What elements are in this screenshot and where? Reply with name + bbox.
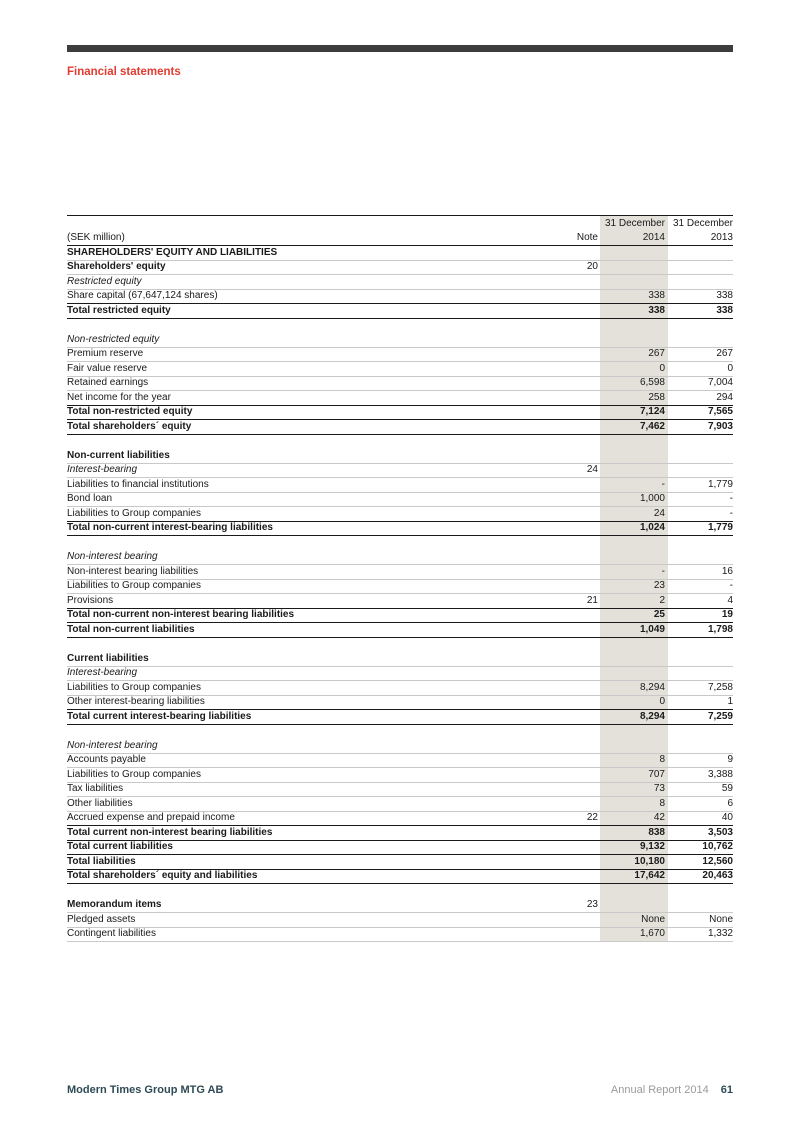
row-value-2014: 8 [600, 797, 668, 812]
row-value-2013: 7,903 [668, 420, 733, 435]
row-value-2013: 7,259 [668, 710, 733, 725]
row-value-2014: 1,049 [600, 623, 668, 638]
table-row [67, 347, 733, 362]
table-row [67, 376, 733, 391]
row-value-2013: 3,388 [668, 768, 733, 783]
spacer-row [67, 434, 733, 449]
table-row [67, 840, 733, 855]
row-note [560, 391, 600, 406]
row-note [560, 478, 600, 493]
table-row [67, 565, 733, 580]
table-row [67, 739, 733, 754]
row-label [67, 637, 560, 652]
row-value-2014: 267 [600, 347, 668, 362]
row-label: Total current non-interest bearing liabilities [67, 826, 560, 841]
row-note [560, 724, 600, 739]
row-value-2014: 25 [600, 608, 668, 623]
row-label: Liabilities to financial institutions [67, 478, 560, 493]
table-row [67, 826, 733, 841]
row-value-2013: 1 [668, 695, 733, 710]
row-note [560, 318, 600, 333]
row-value-2013: 1,332 [668, 927, 733, 942]
row-value-2014: 17,642 [600, 869, 668, 884]
row-note [560, 405, 600, 420]
table-row [67, 681, 733, 696]
row-value-2013 [668, 318, 733, 333]
row-value-2014: 1,670 [600, 927, 668, 942]
row-note [560, 492, 600, 507]
row-label: Interest-bearing [67, 463, 560, 478]
row-value-2014: 73 [600, 782, 668, 797]
spacer-row [67, 637, 733, 652]
row-label: Provisions [67, 594, 560, 609]
row-value-2013 [668, 463, 733, 478]
row-value-2013 [668, 637, 733, 652]
row-value-2013: 1,798 [668, 623, 733, 638]
row-label: Accrued expense and prepaid income [67, 811, 560, 826]
row-note [560, 521, 600, 536]
row-value-2014 [600, 652, 668, 667]
row-note [560, 347, 600, 362]
table-row [67, 623, 733, 638]
row-label: Accounts payable [67, 753, 560, 768]
row-value-2013: 0 [668, 362, 733, 377]
row-value-2014: 1,000 [600, 492, 668, 507]
row-value-2014: - [600, 478, 668, 493]
table-row [67, 710, 733, 725]
row-value-2014 [600, 550, 668, 565]
row-value-2014 [600, 739, 668, 754]
row-value-2014: 258 [600, 391, 668, 406]
row-value-2013: 6 [668, 797, 733, 812]
row-value-2013 [668, 550, 733, 565]
table-row [67, 927, 733, 942]
row-value-2013 [668, 449, 733, 464]
row-note [560, 913, 600, 928]
table-row [67, 478, 733, 493]
row-value-2014: 8,294 [600, 710, 668, 725]
table-row [67, 652, 733, 667]
row-label: Memorandum items [67, 898, 560, 913]
table-row [67, 463, 733, 478]
table-row [67, 362, 733, 377]
row-note [560, 507, 600, 522]
row-value-2013: 16 [668, 565, 733, 580]
row-value-2013: 267 [668, 347, 733, 362]
row-value-2014: 42 [600, 811, 668, 826]
row-value-2014: 7,462 [600, 420, 668, 435]
row-value-2013: 7,565 [668, 405, 733, 420]
row-value-2014 [600, 449, 668, 464]
table-row [67, 260, 733, 275]
row-note [560, 768, 600, 783]
row-value-2013 [668, 724, 733, 739]
row-note [560, 362, 600, 377]
row-note [560, 782, 600, 797]
row-value-2014 [600, 434, 668, 449]
row-value-2014: 8,294 [600, 681, 668, 696]
row-value-2013: 7,004 [668, 376, 733, 391]
row-note [560, 855, 600, 870]
footer-report-title: Annual Report 2014 [610, 1084, 709, 1096]
row-label: Non-interest bearing liabilities [67, 565, 560, 580]
row-note [560, 579, 600, 594]
row-label: Total current liabilities [67, 840, 560, 855]
period-label-2013: 31 December [672, 217, 733, 229]
row-value-2013: 59 [668, 782, 733, 797]
table-row [67, 391, 733, 406]
row-note [560, 275, 600, 290]
row-value-2014 [600, 666, 668, 681]
column-header-note: Note [560, 231, 600, 246]
row-value-2013 [668, 884, 733, 899]
table-row [67, 405, 733, 420]
row-value-2013: 7,258 [668, 681, 733, 696]
row-value-2014 [600, 275, 668, 290]
row-label: Share capital (67,647,124 shares) [67, 289, 560, 304]
row-label: Total current interest-bearing liabilities [67, 710, 560, 725]
period-header-spacer [67, 216, 560, 231]
row-value-2014: 10,180 [600, 855, 668, 870]
row-label: Contingent liabilities [67, 927, 560, 942]
row-note [560, 376, 600, 391]
row-label [67, 884, 560, 899]
row-value-2014: 24 [600, 507, 668, 522]
page-footer [67, 1084, 733, 1096]
row-label: Current liabilities [67, 652, 560, 667]
row-value-2013 [668, 536, 733, 551]
row-note [560, 246, 600, 261]
row-note [560, 884, 600, 899]
row-value-2013 [668, 739, 733, 754]
table-row [67, 304, 733, 319]
column-header-row [67, 231, 733, 246]
row-value-2013 [668, 246, 733, 261]
row-label: Non-interest bearing [67, 739, 560, 754]
row-value-2013 [668, 652, 733, 667]
table-row [67, 768, 733, 783]
footer-company-name: Modern Times Group MTG AB [67, 1084, 224, 1096]
row-value-2014: 0 [600, 362, 668, 377]
row-value-2013: - [668, 507, 733, 522]
row-note [560, 652, 600, 667]
spacer-row [67, 724, 733, 739]
row-value-2014 [600, 536, 668, 551]
row-value-2014: 23 [600, 579, 668, 594]
table-row [67, 811, 733, 826]
row-label: Total non-current interest-bearing liabilities [67, 521, 560, 536]
row-value-2014: 0 [600, 695, 668, 710]
row-value-2014 [600, 260, 668, 275]
row-label [67, 724, 560, 739]
column-header-2013: 2013 [668, 231, 733, 246]
row-note [560, 434, 600, 449]
row-label: Pledged assets [67, 913, 560, 928]
row-note: 23 [560, 898, 600, 913]
row-note [560, 753, 600, 768]
table-row [67, 869, 733, 884]
row-value-2014: 707 [600, 768, 668, 783]
row-label: Total shareholders´ equity [67, 420, 560, 435]
period-label-2014: 31 December [600, 216, 668, 231]
row-label: Other liabilities [67, 797, 560, 812]
row-value-2013: 294 [668, 391, 733, 406]
row-note [560, 550, 600, 565]
row-value-2014 [600, 724, 668, 739]
row-label: Premium reserve [67, 347, 560, 362]
row-note [560, 449, 600, 464]
spacer-row [67, 884, 733, 899]
row-label: Interest-bearing [67, 666, 560, 681]
table-row [67, 521, 733, 536]
table-row [67, 913, 733, 928]
row-label [67, 434, 560, 449]
row-value-2014 [600, 246, 668, 261]
row-note [560, 637, 600, 652]
row-value-2014: None [600, 913, 668, 928]
table-row [67, 420, 733, 435]
row-label: Liabilities to Group companies [67, 768, 560, 783]
row-value-2013 [668, 275, 733, 290]
footer-right [611, 1084, 733, 1096]
footer-page-number: 61 [720, 1084, 733, 1096]
row-value-2013: 338 [668, 304, 733, 319]
row-label: Total liabilities [67, 855, 560, 870]
balance-sheet-table [67, 215, 733, 942]
row-label: Liabilities to Group companies [67, 579, 560, 594]
row-value-2014: 338 [600, 304, 668, 319]
row-value-2014 [600, 898, 668, 913]
row-value-2014: 838 [600, 826, 668, 841]
row-label: Non-interest bearing [67, 550, 560, 565]
row-value-2014: 7,124 [600, 405, 668, 420]
row-label: Total non-restricted equity [67, 405, 560, 420]
row-label [67, 536, 560, 551]
row-note [560, 739, 600, 754]
table-row [67, 246, 733, 261]
row-value-2014 [600, 463, 668, 478]
row-note [560, 826, 600, 841]
spacer-row [67, 318, 733, 333]
row-value-2013: 10,762 [668, 840, 733, 855]
row-label: Total non-current non-interest bearing liabilities [67, 608, 560, 623]
row-note [560, 666, 600, 681]
row-note [560, 840, 600, 855]
row-label: Restricted equity [67, 275, 560, 290]
row-note [560, 565, 600, 580]
row-note: 24 [560, 463, 600, 478]
row-value-2013: 1,779 [668, 478, 733, 493]
row-label: Tax liabilities [67, 782, 560, 797]
row-note [560, 289, 600, 304]
row-label: Retained earnings [67, 376, 560, 391]
row-value-2014: 6,598 [600, 376, 668, 391]
row-value-2013: 3,503 [668, 826, 733, 841]
row-label: Liabilities to Group companies [67, 507, 560, 522]
row-note [560, 536, 600, 551]
period-header-row [67, 216, 733, 231]
row-note [560, 927, 600, 942]
table-row [67, 492, 733, 507]
row-label: Liabilities to Group companies [67, 681, 560, 696]
row-label: Total shareholders´ equity and liabilities [67, 869, 560, 884]
row-value-2014 [600, 637, 668, 652]
row-value-2013: 12,560 [668, 855, 733, 870]
row-note [560, 333, 600, 348]
row-note [560, 304, 600, 319]
row-value-2013: 40 [668, 811, 733, 826]
period-header-spacer [560, 216, 600, 231]
table-row [67, 594, 733, 609]
row-value-2013: 4 [668, 594, 733, 609]
table-row [67, 753, 733, 768]
table-row [67, 333, 733, 348]
row-value-2013: 338 [668, 289, 733, 304]
table-row [67, 898, 733, 913]
row-value-2013: 1,779 [668, 521, 733, 536]
row-note [560, 420, 600, 435]
row-label: Non-restricted equity [67, 333, 560, 348]
row-value-2013: 19 [668, 608, 733, 623]
row-value-2014: 8 [600, 753, 668, 768]
row-value-2013 [668, 666, 733, 681]
row-value-2013 [668, 898, 733, 913]
row-value-2013: - [668, 492, 733, 507]
row-label: SHAREHOLDERS' EQUITY AND LIABILITIES [67, 246, 560, 261]
row-label: Net income for the year [67, 391, 560, 406]
table-row [67, 608, 733, 623]
row-value-2014: 2 [600, 594, 668, 609]
row-note [560, 710, 600, 725]
top-rule-bar [67, 45, 733, 52]
table-row [67, 550, 733, 565]
row-label [67, 318, 560, 333]
table-row [67, 782, 733, 797]
column-header-sek-million: (SEK million) [67, 231, 560, 246]
row-value-2013: None [668, 913, 733, 928]
row-value-2014: - [600, 565, 668, 580]
row-note [560, 623, 600, 638]
row-value-2013 [668, 260, 733, 275]
row-label: Fair value reserve [67, 362, 560, 377]
row-note: 22 [560, 811, 600, 826]
row-value-2014: 1,024 [600, 521, 668, 536]
section-heading: Financial statements [67, 66, 181, 78]
row-note [560, 681, 600, 696]
row-note [560, 869, 600, 884]
row-note: 20 [560, 260, 600, 275]
row-note: 21 [560, 594, 600, 609]
row-label: Other interest-bearing liabilities [67, 695, 560, 710]
table-row [67, 275, 733, 290]
table-row [67, 666, 733, 681]
table-row [67, 797, 733, 812]
table-row [67, 449, 733, 464]
row-value-2014 [600, 884, 668, 899]
table-row [67, 289, 733, 304]
row-value-2013 [668, 333, 733, 348]
row-note [560, 608, 600, 623]
row-value-2013 [668, 434, 733, 449]
row-value-2014: 9,132 [600, 840, 668, 855]
row-value-2014: 338 [600, 289, 668, 304]
row-note [560, 797, 600, 812]
row-label: Non-current liabilities [67, 449, 560, 464]
column-header-2014: 2014 [600, 231, 668, 246]
row-value-2014 [600, 333, 668, 348]
row-value-2014 [600, 318, 668, 333]
row-label: Total non-current liabilities [67, 623, 560, 638]
row-value-2013: - [668, 579, 733, 594]
spacer-row [67, 536, 733, 551]
row-value-2013: 20,463 [668, 869, 733, 884]
table-row [67, 855, 733, 870]
row-label: Bond loan [67, 492, 560, 507]
row-label: Shareholders' equity [67, 260, 560, 275]
row-label: Total restricted equity [67, 304, 560, 319]
table-row [67, 695, 733, 710]
row-value-2013: 9 [668, 753, 733, 768]
table-row [67, 507, 733, 522]
row-note [560, 695, 600, 710]
table-row [67, 579, 733, 594]
